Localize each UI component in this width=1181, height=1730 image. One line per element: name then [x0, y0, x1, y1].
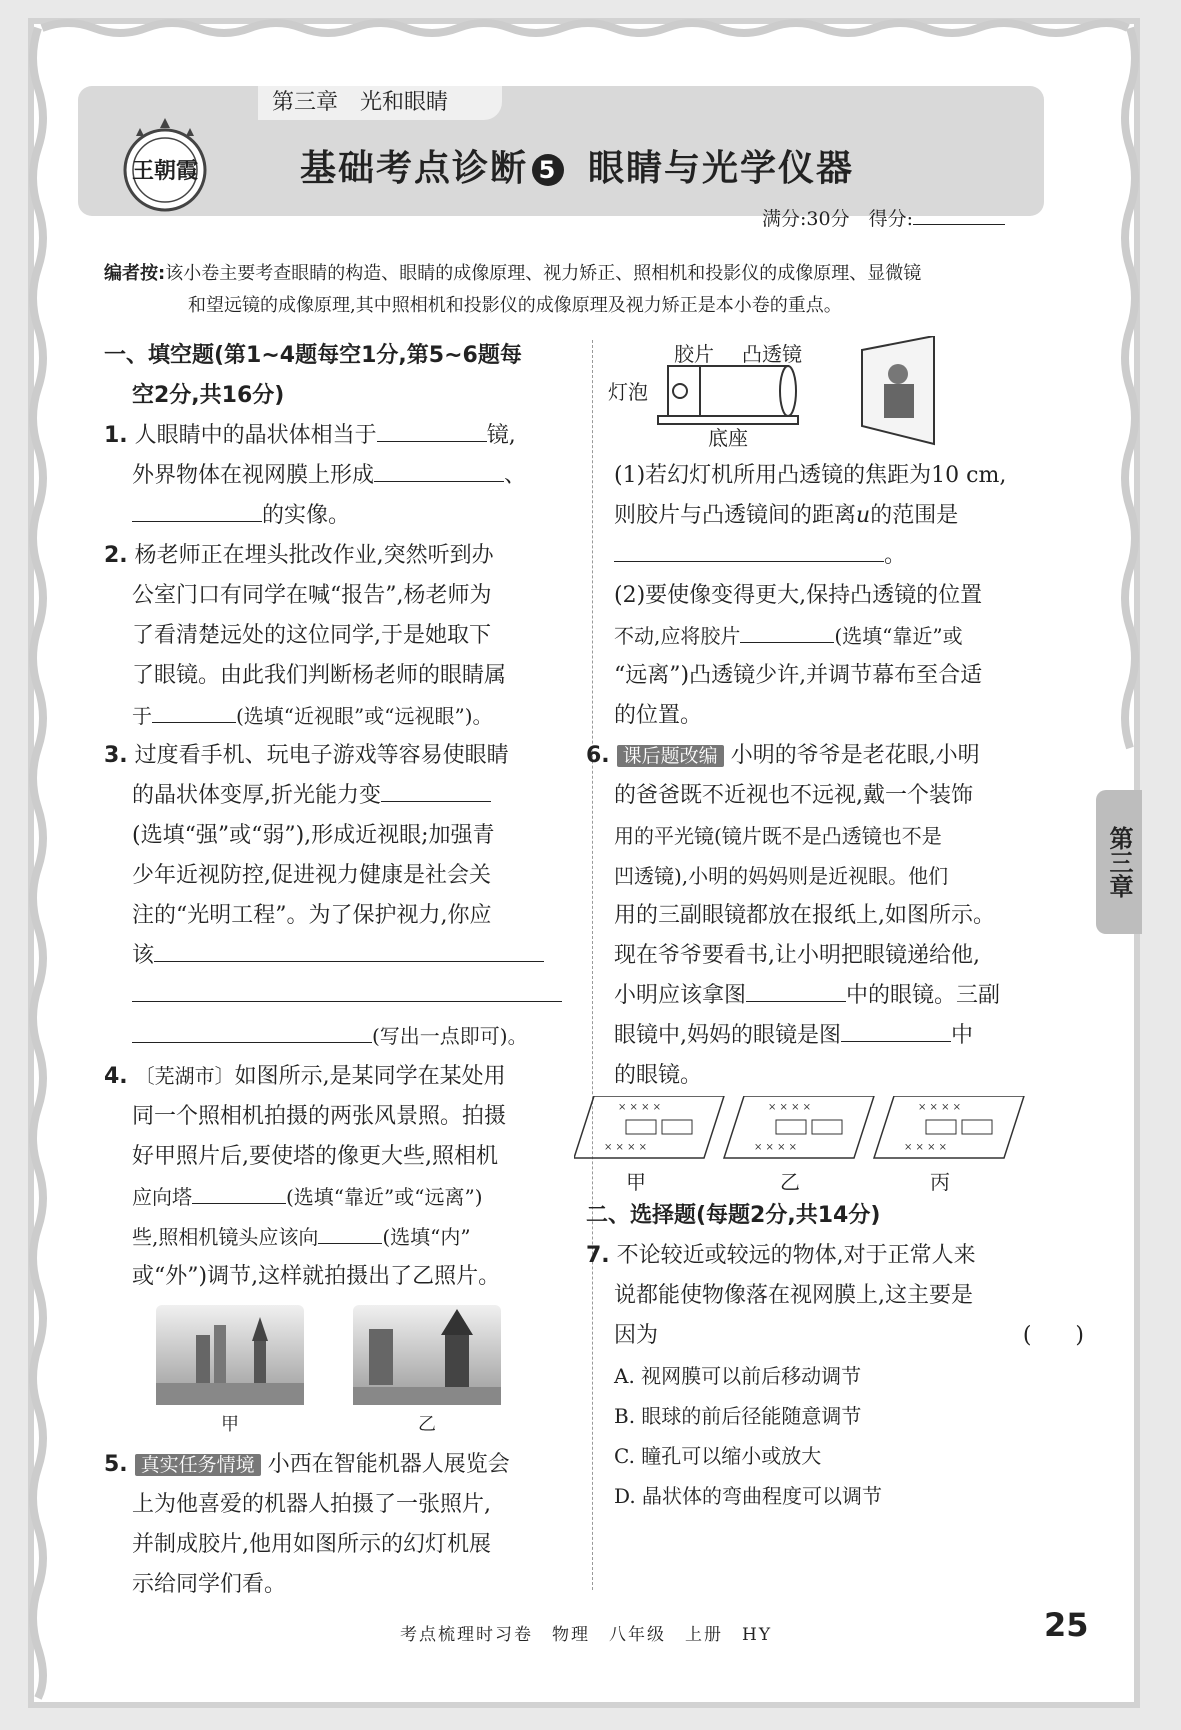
question-5: 5. 真实任务情境 小西在智能机器人展览会 上为他喜爱的机器人拍摄了一张照片, 并制成胶片,他用如图所示的幻灯机展 示给同学们看。: [104, 1452, 510, 1597]
title-topic: 眼睛与光学仪器: [588, 148, 855, 189]
question-1: 1. 人眼睛中的晶状体相当于 镜, 外界物体在视网膜上形成 、 的实像。: [104, 416, 564, 536]
label-lens: 凸透镜: [742, 342, 802, 366]
q3-blank-1[interactable]: [381, 777, 491, 802]
q3-blank-2[interactable]: [154, 937, 544, 962]
page-title: [300, 140, 854, 191]
right-column: [586, 336, 1084, 1516]
caption-yi: 乙: [780, 1170, 800, 1194]
svg-text:× × × ×: × × × ×: [618, 1102, 662, 1113]
q5-tag: 真实任务情境: [135, 1454, 261, 1476]
caption-bing: 丙: [930, 1170, 950, 1194]
photo-caption-yi: 乙: [418, 1414, 436, 1435]
question-4: 4. 〔芜湖市〕如图所示,是某同学在某处用 同一个照相机拍摄的两张风景照。拍摄 好甲照片后,要使塔的像更大些,照相机 应向塔 (选填“靠近”或“远离”) 些,照相机镜头应该向 (选填“内” 或“外”)调节,这样就拍摄出了乙照片。 甲 乙: [104, 1056, 564, 1445]
q4-blank-1[interactable]: [192, 1179, 286, 1204]
logo-text: 王朝霞: [131, 158, 199, 184]
q3-blank-3[interactable]: [132, 977, 562, 1002]
photo-jia: [156, 1305, 304, 1405]
glasses-bing: [874, 1096, 1024, 1158]
section2-title: 二、选择题(每题2分,共14分): [586, 1203, 881, 1228]
answer-paren[interactable]: ( ): [1022, 1323, 1084, 1348]
svg-text:× × × ×: × × × ×: [918, 1102, 962, 1113]
label-film: 胶片: [674, 342, 714, 366]
q6-tag: 课后题改编: [617, 745, 724, 767]
glasses-yi: [724, 1096, 874, 1158]
chapter-side-tab: 第三章: [1096, 790, 1142, 934]
label-bulb: 灯泡: [608, 380, 648, 404]
option-d[interactable]: D. 晶状体的弯曲程度可以调节: [614, 1484, 883, 1508]
score-line: 满分:30分 得分:: [762, 204, 1005, 231]
q1-blank-3[interactable]: [132, 497, 262, 522]
q5-blank-2[interactable]: [740, 618, 834, 643]
q3-blank-4[interactable]: [132, 1018, 372, 1043]
question-2: 2. 杨老师正在埋头批改作业,突然听到办 公室门口有同学在喊“报告”,杨老师为 了看清楚远处的这位同学,于是她取下 了眼镜。由此我们判断杨老师的眼睛属 于 (选填“近视眼”或“远视眼”)。: [104, 543, 507, 728]
projector-figure: [608, 336, 1084, 456]
question-6: 6. 课后题改编 小明的爷爷是老花眼,小明 的爸爸既不近视也不远视,戴一个装饰 用的平光镜(镜片既不是凸透镜也不是 凹透镜),小明的妈妈则是近视眼。他们 用的三副眼镜都放在报纸上,如图所示。 现在爷爷要看书,让小明把眼镜递给他, 小明应该拿图 中的眼镜。三副 眼镜中,妈妈的眼镜是图 中 的眼镜。: [586, 743, 1001, 1088]
glasses-figure: [574, 1096, 1084, 1196]
option-c[interactable]: C. 瞳孔可以缩小或放大: [614, 1444, 822, 1468]
chapter-tab: 第三章 光和眼睛: [258, 86, 502, 120]
svg-text:× × × ×: × × × ×: [904, 1142, 948, 1153]
question-7: 7. 不论较近或较远的物体,对于正常人来 说都能使物像落在视网膜上,这主要是 因为 ( ) A. 视网膜可以前后移动调节 B. 眼球的前后径能随意调节 C. 瞳孔可以缩小或放大 D. 晶状体的弯曲程度可以调节: [586, 1236, 1084, 1516]
option-a[interactable]: A. 视网膜可以前后移动调节: [614, 1364, 862, 1388]
photo-caption-jia: 甲: [221, 1414, 239, 1435]
q6-blank-1[interactable]: [746, 977, 846, 1002]
svg-text:× × × ×: × × × ×: [754, 1142, 798, 1153]
glasses-jia: [574, 1096, 724, 1158]
q4-blank-2[interactable]: [318, 1219, 382, 1244]
title-main: 基础考点诊断: [300, 148, 529, 189]
photo-yi: [353, 1305, 501, 1405]
editor-note: 编者按:该小卷主要考查眼睛的构造、眼睛的成像原理、视力矫正、照相机和投影仪的成像原理、显微镜 和望远镜的成像原理,其中照相机和投影仪的成像原理及视力矫正是本小卷的重点。: [104, 263, 922, 316]
note-label: 编者按:: [104, 263, 166, 284]
question-5-parts: (1)若幻灯机所用凸透镜的焦距为10 cm, 则胶片与凸透镜间的距离u的范围是 。 (2)要使像变得更大,保持凸透镜的位置 不动,应将胶片 (选填“靠近”或 “远离”)凸透镜少许,并调节幕布至合适 的位置。: [614, 463, 1007, 728]
q5-blank-1[interactable]: [614, 537, 884, 562]
q1-blank-1[interactable]: [377, 417, 487, 442]
label-base: 底座: [708, 426, 748, 450]
svg-text:× × × ×: × × × ×: [604, 1142, 648, 1153]
score-blank[interactable]: [913, 206, 1005, 225]
q4-region-tag: 〔芜湖市〕: [134, 1064, 235, 1088]
caption-jia: 甲: [626, 1170, 646, 1194]
question-3: 3. 过度看手机、玩电子游戏等容易使眼睛 的晶状体变厚,折光能力变 (选填“强”或“弱”),形成近视眼;加强青 少年近视防控,促进视力健康是社会关 注的“光明工程”。为了保护视力,你应 该 (写出一点即可)。: [104, 736, 564, 1056]
q1-blank-2[interactable]: [374, 457, 504, 482]
left-column: [104, 336, 564, 1605]
option-b[interactable]: B. 眼球的前后径能随意调节: [614, 1404, 862, 1428]
footer: 考点梳理时习卷 物理 八年级 上册 HY: [400, 1625, 773, 1645]
q6-blank-2[interactable]: [841, 1017, 951, 1042]
q2-blank[interactable]: [152, 698, 236, 723]
section1-title: 一、填空题(第1~4题每空1分,第5~6题每 空2分,共16分): [104, 343, 522, 408]
page-number: 25: [1044, 1606, 1089, 1644]
title-number: 5: [532, 154, 564, 186]
publisher-logo: [110, 114, 220, 214]
svg-text:× × × ×: × × × ×: [768, 1102, 812, 1113]
